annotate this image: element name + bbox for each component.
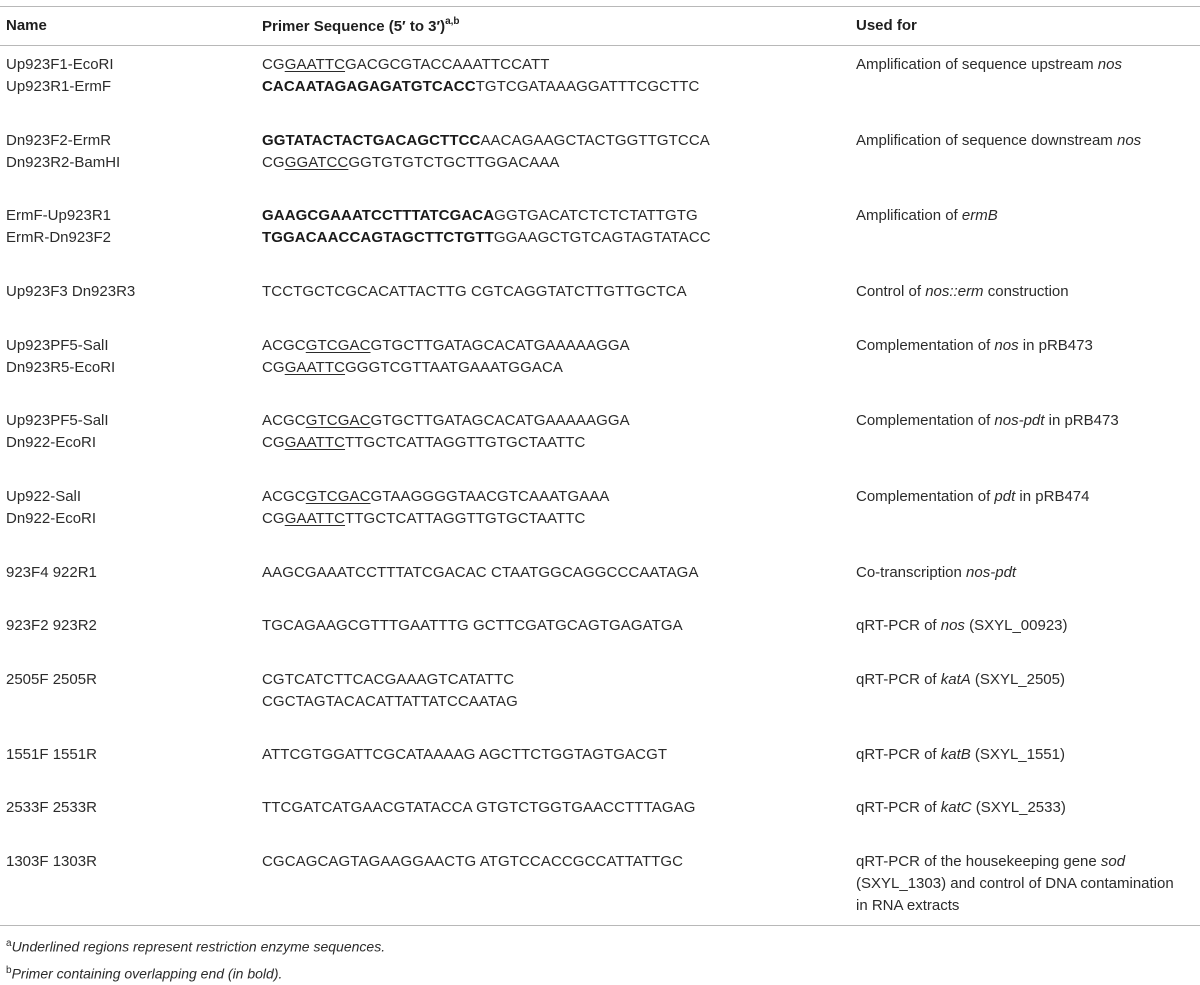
header-sequence: [262, 17, 460, 35]
primer-name-cell: [6, 615, 97, 637]
primer-sequence-segment: ACGC: [262, 337, 306, 354]
gene-name: nos: [1116, 132, 1142, 149]
primer-name: Dn923R5-EcoRI: [6, 359, 116, 376]
restriction-site: GAATTC: [284, 510, 346, 527]
used-for-segment: Amplification of sequence upstream: [856, 56, 1098, 73]
used-for-segment: Co-transcription: [856, 564, 967, 581]
used-for-cell: [856, 335, 1093, 357]
primer-sequence-line: [262, 130, 710, 152]
used-for-cell: [856, 797, 1066, 819]
primer-name: Dn923R2-BamHI: [6, 154, 121, 171]
table-footnotes: [6, 932, 385, 985]
primer-name: 2533F 2533R: [6, 799, 97, 816]
footnote-mark: a: [6, 938, 12, 949]
primer-name: Dn922-EcoRI: [6, 434, 97, 451]
primer-sequence-segment: CGTCATCTTCACGAAAGTCATATTC: [262, 671, 515, 688]
primer-name: Up923PF5-SalI: [6, 337, 109, 354]
used-for-segment: Complementation of: [856, 412, 995, 429]
table-bottom-rule: [0, 925, 1200, 926]
used-for-line: [856, 744, 1065, 766]
primer-name-cell: [6, 669, 97, 691]
primer-sequence-line: [262, 54, 700, 76]
used-for-line: [856, 486, 1089, 508]
used-for-segment: (SXYL_2505): [970, 671, 1065, 688]
gene-name: nos-pdt: [994, 412, 1045, 429]
primer-name-cell: [6, 335, 115, 379]
primer-sequence-line: [262, 797, 695, 819]
primer-sequence-segment: CG: [262, 154, 285, 171]
gene-name: nos-pdt: [966, 564, 1017, 581]
used-for-segment: in RNA extracts: [856, 897, 960, 914]
primer-sequence-segment: CGCTAGTACACATTATTATCCAATAG: [262, 693, 518, 710]
primer-name: 923F4 922R1: [6, 564, 97, 581]
primer-sequence-line: [262, 562, 699, 584]
primer-sequence-cell: [262, 54, 700, 98]
primer-sequence-segment: CG: [262, 359, 285, 376]
primer-sequence-line: [262, 691, 518, 713]
primer-name: ErmF-Up923R1: [6, 207, 112, 224]
primer-sequence-line: [262, 851, 683, 873]
primer-sequence-segment: TTGCTCATTAGGTTGTGCTAATTC: [345, 434, 586, 451]
used-for-segment: qRT-PCR of: [856, 617, 941, 634]
primer-sequence-cell: [262, 615, 683, 637]
header-sequence-label: Primer Sequence (5′ to 3′): [262, 18, 446, 35]
restriction-site: GGATCC: [284, 154, 349, 171]
primer-name-cell: [6, 130, 120, 174]
overlap-region: GAAGCGAAATCCTTTATCGACA: [262, 207, 495, 224]
gene-name: katC: [940, 799, 972, 816]
primer-sequence-line: [262, 486, 610, 508]
used-for-line: [856, 669, 1065, 691]
used-for-line: [856, 797, 1066, 819]
primer-sequence-cell: [262, 281, 687, 303]
primer-name: Dn923F2-ErmR: [6, 132, 112, 149]
footnote-text: Primer containing overlapping end (in bold).: [11, 965, 283, 982]
used-for-segment: (SXYL_00923): [964, 617, 1068, 634]
primer-sequence-line: [262, 205, 711, 227]
overlap-region: TGGACAACCAGTAGCTTCTGTT: [262, 229, 494, 246]
primer-sequence-cell: [262, 744, 667, 766]
primer-name-cell: [6, 797, 97, 819]
primer-name: 923F2 923R2: [6, 617, 97, 634]
primer-sequence-segment: GGTGACATCTCTCTATTGTG: [494, 207, 698, 224]
primer-sequence-segment: GTGCTTGATAGCACATGAAAAAGGA: [370, 412, 630, 429]
primer-name: Up922-SalI: [6, 488, 82, 505]
gene-name: katA: [940, 671, 971, 688]
used-for-line: [856, 410, 1119, 432]
used-for-cell: [856, 562, 1016, 584]
gene-name: nos: [994, 337, 1019, 354]
primer-sequence-cell: [262, 205, 711, 249]
primer-name: Up923F3 Dn923R3: [6, 283, 136, 300]
restriction-site: GTCGAC: [305, 488, 371, 505]
gene-name: pdt: [994, 488, 1016, 505]
primer-name-cell: [6, 562, 97, 584]
primer-name: Up923F1-EcoRI: [6, 56, 114, 73]
used-for-cell: [856, 281, 1069, 303]
primer-sequence-segment: ACGC: [262, 412, 306, 429]
primer-sequence-segment: ATTCGTGGATTCGCATAAAAG AGCTTCTGGTAGTGACGT: [262, 746, 668, 763]
primer-name: 2505F 2505R: [6, 671, 97, 688]
restriction-site: GAATTC: [284, 434, 346, 451]
used-for-line: [856, 873, 1174, 895]
footnote-a: [6, 932, 385, 959]
primer-sequence-segment: GGGTCGTTAATGAAATGGACA: [345, 359, 563, 376]
table-header-rule: [0, 45, 1200, 46]
primer-sequence-cell: [262, 410, 630, 454]
primer-name: ErmR-Dn923F2: [6, 229, 112, 246]
used-for-segment: in pRB474: [1015, 488, 1090, 505]
primer-sequence-cell: [262, 130, 710, 174]
header-name: Name: [6, 17, 47, 34]
used-for-segment: in pRB473: [1018, 337, 1093, 354]
primer-sequence-cell: [262, 335, 630, 379]
primer-sequence-line: [262, 508, 610, 530]
gene-name: nos: [940, 617, 965, 634]
used-for-line: [856, 335, 1093, 357]
primer-sequence-line: [262, 615, 683, 637]
gene-name: nos::erm: [925, 283, 984, 300]
primer-sequence-line: [262, 152, 710, 174]
table-top-rule: [0, 6, 1200, 7]
primer-sequence-segment: AACAGAAGCTACTGGTTGTCCA: [480, 132, 710, 149]
gene-name: nos: [1097, 56, 1122, 73]
used-for-cell: [856, 669, 1065, 691]
primer-sequence-segment: TCCTGCTCGCACATTACTTG CGTCAGGTATCTTGTTGCTCA: [262, 283, 687, 300]
used-for-segment: (SXYL_1303) and control of DNA contamination: [856, 875, 1174, 892]
used-for-line: [856, 281, 1069, 303]
used-for-segment: qRT-PCR of: [856, 671, 941, 688]
primer-sequence-segment: GACGCGTACCAAATTCCATT: [345, 56, 550, 73]
primer-sequence-line: [262, 357, 630, 379]
used-for-cell: [856, 615, 1068, 637]
primer-name-cell: [6, 744, 97, 766]
primer-sequence-line: [262, 281, 687, 303]
primer-sequence-cell: [262, 797, 695, 819]
primer-sequence-line: [262, 76, 700, 98]
primer-sequence-segment: GTGCTTGATAGCACATGAAAAAGGA: [370, 337, 630, 354]
primer-sequence-line: [262, 744, 667, 766]
primer-name: 1303F 1303R: [6, 853, 97, 870]
overlap-region: GGTATACTACTGACAGCTTCC: [262, 132, 481, 149]
restriction-site: GTCGAC: [305, 412, 371, 429]
used-for-cell: [856, 851, 1174, 917]
primer-name-cell: [6, 281, 135, 303]
gene-name: sod: [1100, 853, 1126, 870]
footnote-mark: b: [6, 964, 12, 976]
used-for-segment: in pRB473: [1044, 412, 1119, 429]
primer-name-cell: [6, 851, 97, 873]
used-for-cell: [856, 54, 1122, 76]
primer-name: 1551F 1551R: [6, 746, 97, 763]
restriction-site: GAATTC: [284, 56, 346, 73]
used-for-line: [856, 562, 1016, 584]
used-for-segment: Amplification of: [856, 207, 962, 224]
primer-sequence-line: [262, 227, 711, 249]
used-for-segment: Complementation of: [856, 488, 995, 505]
overlap-region: CACAATAGAGAGATGTCACC: [262, 78, 476, 95]
primer-sequence-segment: CG: [262, 434, 285, 451]
used-for-cell: [856, 486, 1089, 508]
primer-name: Up923R1-ErmF: [6, 78, 112, 95]
primer-sequence-cell: [262, 562, 699, 584]
primer-sequence-line: [262, 335, 630, 357]
header-sequence-footnote-marks: a,b: [445, 16, 460, 27]
primer-sequence-segment: GTAAGGGGTAACGTCAAATGAAA: [370, 488, 610, 505]
used-for-cell: [856, 205, 998, 227]
used-for-segment: qRT-PCR of the housekeeping gene: [856, 853, 1101, 870]
primer-sequence-segment: TGCAGAAGCGTTTGAATTTG GCTTCGATGCAGTGAGATGA: [262, 617, 683, 634]
used-for-line: [856, 54, 1122, 76]
used-for-line: [856, 895, 1174, 917]
restriction-site: GAATTC: [284, 359, 346, 376]
primer-sequence-segment: CGCAGCAGTAGAAGGAACTG ATGTCCACCGCCATTATTGC: [262, 853, 684, 870]
used-for-cell: [856, 744, 1065, 766]
primer-sequence-segment: GGTGTGTCTGCTTGGACAAA: [348, 154, 560, 171]
primer-sequence-segment: CG: [262, 510, 285, 527]
primer-name: Dn922-EcoRI: [6, 510, 97, 527]
primer-sequence-cell: [262, 851, 683, 873]
used-for-line: [856, 615, 1068, 637]
primer-sequence-segment: CG: [262, 56, 285, 73]
used-for-cell: [856, 410, 1119, 432]
used-for-line: [856, 205, 998, 227]
used-for-segment: (SXYL_1551): [970, 746, 1065, 763]
footnote-b: [6, 959, 385, 985]
used-for-segment: qRT-PCR of: [856, 799, 941, 816]
primer-sequence-segment: ACGC: [262, 488, 306, 505]
gene-name: ermB: [961, 207, 998, 224]
used-for-segment: Control of: [856, 283, 926, 300]
primer-sequence-segment: GGAAGCTGTCAGTAGTATACC: [493, 229, 711, 246]
used-for-segment: Amplification of sequence downstream: [856, 132, 1117, 149]
used-for-line: [856, 851, 1174, 873]
primer-name-cell: [6, 54, 114, 98]
primer-sequence-line: [262, 410, 630, 432]
primer-sequence-segment: TTGCTCATTAGGTTGTGCTAATTC: [345, 510, 586, 527]
used-for-segment: construction: [983, 283, 1069, 300]
primer-name-cell: [6, 205, 111, 249]
restriction-site: GTCGAC: [305, 337, 371, 354]
header-used-for: Used for: [856, 17, 917, 34]
primer-sequence-line: [262, 432, 630, 454]
used-for-segment: Complementation of: [856, 337, 995, 354]
primer-sequence-cell: [262, 669, 518, 713]
primer-sequence-line: [262, 669, 518, 691]
primer-sequence-segment: TGTCGATAAAGGATTTCGCTTC: [475, 78, 700, 95]
used-for-line: [856, 130, 1141, 152]
used-for-segment: qRT-PCR of: [856, 746, 941, 763]
used-for-cell: [856, 130, 1141, 152]
gene-name: katB: [940, 746, 971, 763]
primer-sequence-cell: [262, 486, 610, 530]
primer-sequence-segment: AAGCGAAATCCTTTATCGACAC CTAATGGCAGGCCCAATAGA: [262, 564, 699, 581]
used-for-segment: (SXYL_2533): [971, 799, 1066, 816]
primer-name: Up923PF5-SalI: [6, 412, 109, 429]
primer-sequence-segment: TTCGATCATGAACGTATACCA GTGTCTGGTGAACCTTTAGAG: [262, 799, 696, 816]
primer-name-cell: [6, 410, 109, 454]
footnote-text: Underlined regions represent restriction enzyme sequences.: [11, 938, 386, 955]
primer-name-cell: [6, 486, 96, 530]
